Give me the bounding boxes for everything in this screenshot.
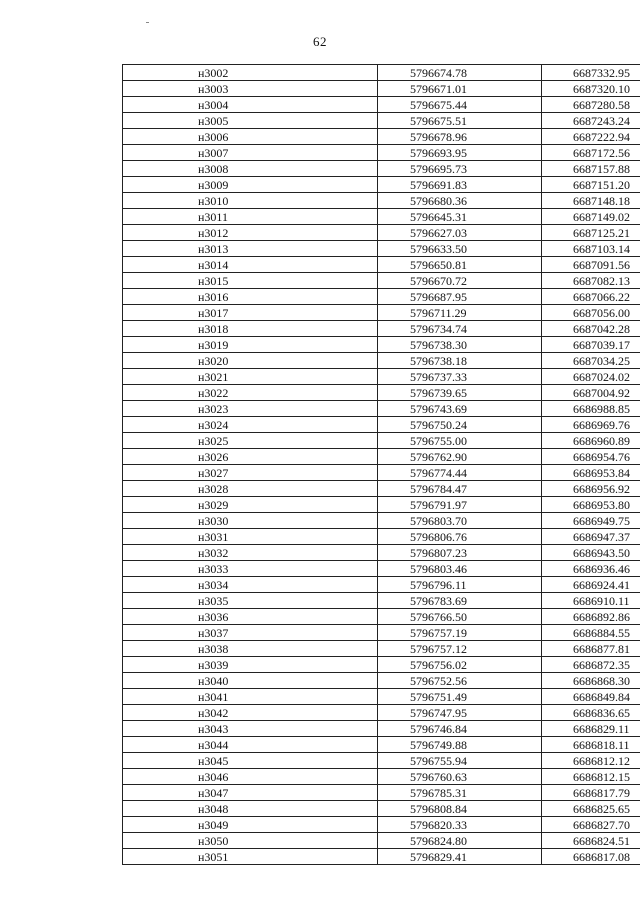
table-row: [123, 529, 640, 545]
y-coordinate-cell: 6686956.92: [542, 481, 640, 497]
x-coordinate-cell: 5796755.00: [378, 433, 542, 449]
x-coordinate-cell: 5796739.65: [378, 385, 542, 401]
x-coordinate-cell: 5796711.29: [378, 305, 542, 321]
point-name-cell: н3044: [123, 737, 378, 753]
x-coordinate-cell: 5796680.36: [378, 193, 542, 209]
y-coordinate-cell: 6687082.13: [542, 273, 640, 289]
x-coordinate-cell: 5796766.50: [378, 609, 542, 625]
x-coordinate-cell: 5796751.49: [378, 689, 542, 705]
point-name-cell: н3024: [123, 417, 378, 433]
table-row: [123, 689, 640, 705]
y-coordinate-cell: 6687024.02: [542, 369, 640, 385]
y-coordinate-cell: 6687034.25: [542, 353, 640, 369]
point-name-cell: н3015: [123, 273, 378, 289]
point-name-cell: н3048: [123, 801, 378, 817]
table-row: [123, 481, 640, 497]
table-row: [123, 289, 640, 305]
y-coordinate-cell: 6686849.84: [542, 689, 640, 705]
point-name-cell: н3013: [123, 241, 378, 257]
table-row: [123, 305, 640, 321]
x-coordinate-cell: 5796738.30: [378, 337, 542, 353]
y-coordinate-cell: 6686954.76: [542, 449, 640, 465]
y-coordinate-cell: 6687243.24: [542, 113, 640, 129]
y-coordinate-cell: 6686969.76: [542, 417, 640, 433]
x-coordinate-cell: 5796687.95: [378, 289, 542, 305]
point-name-cell: н3029: [123, 497, 378, 513]
point-name-cell: н3040: [123, 673, 378, 689]
y-coordinate-cell: 6686817.08: [542, 849, 640, 865]
x-coordinate-cell: 5796691.83: [378, 177, 542, 193]
table-row: [123, 465, 640, 481]
point-name-cell: н3022: [123, 385, 378, 401]
y-coordinate-cell: 6686947.37: [542, 529, 640, 545]
x-coordinate-cell: 5796671.01: [378, 81, 542, 97]
x-coordinate-cell: 5796807.23: [378, 545, 542, 561]
table-row: [123, 401, 640, 417]
x-coordinate-cell: 5796674.78: [378, 65, 542, 81]
table-row: [123, 785, 640, 801]
point-name-cell: н3002: [123, 65, 378, 81]
y-coordinate-cell: 6686824.51: [542, 833, 640, 849]
table-row: [123, 753, 640, 769]
point-name-cell: н3033: [123, 561, 378, 577]
x-coordinate-cell: 5796743.69: [378, 401, 542, 417]
table-row: [123, 369, 640, 385]
table-row: [123, 65, 640, 81]
x-coordinate-cell: 5796746.84: [378, 721, 542, 737]
table-row: [123, 561, 640, 577]
y-coordinate-cell: 6686953.80: [542, 497, 640, 513]
table-row: [123, 593, 640, 609]
x-coordinate-cell: 5796737.33: [378, 369, 542, 385]
x-coordinate-cell: 5796820.33: [378, 817, 542, 833]
point-name-cell: н3006: [123, 129, 378, 145]
y-coordinate-cell: 6686936.46: [542, 561, 640, 577]
table-row: [123, 113, 640, 129]
x-coordinate-cell: 5796757.12: [378, 641, 542, 657]
x-coordinate-cell: 5796752.56: [378, 673, 542, 689]
x-coordinate-cell: 5796829.41: [378, 849, 542, 865]
x-coordinate-cell: 5796808.84: [378, 801, 542, 817]
y-coordinate-cell: 6686877.81: [542, 641, 640, 657]
point-name-cell: н3009: [123, 177, 378, 193]
table-row: [123, 209, 640, 225]
table-row: [123, 801, 640, 817]
y-coordinate-cell: 6687149.02: [542, 209, 640, 225]
y-coordinate-cell: 6686812.15: [542, 769, 640, 785]
point-name-cell: н3021: [123, 369, 378, 385]
table-row: [123, 145, 640, 161]
y-coordinate-cell: 6687148.18: [542, 193, 640, 209]
x-coordinate-cell: 5796693.95: [378, 145, 542, 161]
table-row: [123, 545, 640, 561]
y-coordinate-cell: 6687039.17: [542, 337, 640, 353]
coordinates-table-body: [123, 65, 640, 865]
y-coordinate-cell: 6687151.20: [542, 177, 640, 193]
x-coordinate-cell: 5796675.44: [378, 97, 542, 113]
x-coordinate-cell: 5796755.94: [378, 753, 542, 769]
page-number: 62: [313, 34, 327, 49]
point-name-cell: н3041: [123, 689, 378, 705]
table-row: [123, 273, 640, 289]
point-name-cell: н3031: [123, 529, 378, 545]
x-coordinate-cell: 5796678.96: [378, 129, 542, 145]
x-coordinate-cell: 5796783.69: [378, 593, 542, 609]
y-coordinate-cell: 6686818.11: [542, 737, 640, 753]
table-row: [123, 385, 640, 401]
table-row: [123, 321, 640, 337]
x-coordinate-cell: 5796738.18: [378, 353, 542, 369]
y-coordinate-cell: 6687320.10: [542, 81, 640, 97]
y-coordinate-cell: 6686827.70: [542, 817, 640, 833]
point-name-cell: н3016: [123, 289, 378, 305]
point-name-cell: н3026: [123, 449, 378, 465]
y-coordinate-cell: 6686825.65: [542, 801, 640, 817]
table-row: [123, 721, 640, 737]
x-coordinate-cell: 5796796.11: [378, 577, 542, 593]
table-row: [123, 257, 640, 273]
y-coordinate-cell: 6686949.75: [542, 513, 640, 529]
x-coordinate-cell: 5796734.74: [378, 321, 542, 337]
point-name-cell: н3005: [123, 113, 378, 129]
x-coordinate-cell: 5796784.47: [378, 481, 542, 497]
y-coordinate-cell: 6687157.88: [542, 161, 640, 177]
x-coordinate-cell: 5796675.51: [378, 113, 542, 129]
point-name-cell: н3046: [123, 769, 378, 785]
table-row: [123, 497, 640, 513]
point-name-cell: н3014: [123, 257, 378, 273]
table-row: [123, 449, 640, 465]
point-name-cell: н3018: [123, 321, 378, 337]
table-row: [123, 97, 640, 113]
x-coordinate-cell: 5796650.81: [378, 257, 542, 273]
point-name-cell: н3011: [123, 209, 378, 225]
y-coordinate-cell: 6686910.11: [542, 593, 640, 609]
point-name-cell: н3043: [123, 721, 378, 737]
table-row: [123, 353, 640, 369]
point-name-cell: н3028: [123, 481, 378, 497]
point-name-cell: н3038: [123, 641, 378, 657]
y-coordinate-cell: 6687332.95: [542, 65, 640, 81]
point-name-cell: н3051: [123, 849, 378, 865]
y-coordinate-cell: 6687125.21: [542, 225, 640, 241]
table-row: [123, 417, 640, 433]
y-coordinate-cell: 6687066.22: [542, 289, 640, 305]
y-coordinate-cell: 6687091.56: [542, 257, 640, 273]
point-name-cell: н3027: [123, 465, 378, 481]
scan-artifact-mark: [146, 22, 149, 23]
x-coordinate-cell: 5796627.03: [378, 225, 542, 241]
x-coordinate-cell: 5796756.02: [378, 657, 542, 673]
table-row: [123, 769, 640, 785]
x-coordinate-cell: 5796762.90: [378, 449, 542, 465]
table-row: [123, 193, 640, 209]
table-row: [123, 609, 640, 625]
point-name-cell: н3008: [123, 161, 378, 177]
y-coordinate-cell: 6687222.94: [542, 129, 640, 145]
x-coordinate-cell: 5796785.31: [378, 785, 542, 801]
point-name-cell: н3020: [123, 353, 378, 369]
point-name-cell: н3045: [123, 753, 378, 769]
y-coordinate-cell: 6687042.28: [542, 321, 640, 337]
y-coordinate-cell: 6686892.86: [542, 609, 640, 625]
x-coordinate-cell: 5796806.76: [378, 529, 542, 545]
y-coordinate-cell: 6686872.35: [542, 657, 640, 673]
point-name-cell: н3049: [123, 817, 378, 833]
point-name-cell: н3010: [123, 193, 378, 209]
x-coordinate-cell: 5796774.44: [378, 465, 542, 481]
coordinates-table: [122, 64, 640, 865]
table-row: [123, 657, 640, 673]
table-row: [123, 737, 640, 753]
point-name-cell: н3025: [123, 433, 378, 449]
y-coordinate-cell: 6686884.55: [542, 625, 640, 641]
x-coordinate-cell: 5796824.80: [378, 833, 542, 849]
x-coordinate-cell: 5796803.70: [378, 513, 542, 529]
point-name-cell: н3047: [123, 785, 378, 801]
y-coordinate-cell: 6686960.89: [542, 433, 640, 449]
table-row: [123, 577, 640, 593]
x-coordinate-cell: 5796670.72: [378, 273, 542, 289]
x-coordinate-cell: 5796750.24: [378, 417, 542, 433]
y-coordinate-cell: 6686812.12: [542, 753, 640, 769]
x-coordinate-cell: 5796757.19: [378, 625, 542, 641]
point-name-cell: н3050: [123, 833, 378, 849]
y-coordinate-cell: 6687056.00: [542, 305, 640, 321]
point-name-cell: н3034: [123, 577, 378, 593]
table-row: [123, 225, 640, 241]
y-coordinate-cell: 6687004.92: [542, 385, 640, 401]
table-row: [123, 241, 640, 257]
table-row: [123, 849, 640, 865]
x-coordinate-cell: 5796695.73: [378, 161, 542, 177]
table-row: [123, 337, 640, 353]
table-row: [123, 833, 640, 849]
y-coordinate-cell: 6686836.65: [542, 705, 640, 721]
table-row: [123, 641, 640, 657]
point-name-cell: н3036: [123, 609, 378, 625]
y-coordinate-cell: 6686868.30: [542, 673, 640, 689]
point-name-cell: н3019: [123, 337, 378, 353]
x-coordinate-cell: 5796633.50: [378, 241, 542, 257]
y-coordinate-cell: 6687172.56: [542, 145, 640, 161]
x-coordinate-cell: 5796645.31: [378, 209, 542, 225]
point-name-cell: н3042: [123, 705, 378, 721]
point-name-cell: н3032: [123, 545, 378, 561]
table-row: [123, 161, 640, 177]
table-row: [123, 705, 640, 721]
point-name-cell: н3003: [123, 81, 378, 97]
point-name-cell: н3023: [123, 401, 378, 417]
x-coordinate-cell: 5796749.88: [378, 737, 542, 753]
x-coordinate-cell: 5796760.63: [378, 769, 542, 785]
point-name-cell: н3030: [123, 513, 378, 529]
point-name-cell: н3017: [123, 305, 378, 321]
table-row: [123, 433, 640, 449]
table-row: [123, 673, 640, 689]
table-row: [123, 129, 640, 145]
point-name-cell: н3039: [123, 657, 378, 673]
x-coordinate-cell: 5796803.46: [378, 561, 542, 577]
point-name-cell: н3012: [123, 225, 378, 241]
point-name-cell: н3007: [123, 145, 378, 161]
y-coordinate-cell: 6687280.58: [542, 97, 640, 113]
table-row: [123, 625, 640, 641]
y-coordinate-cell: 6686943.50: [542, 545, 640, 561]
point-name-cell: н3035: [123, 593, 378, 609]
table-row: [123, 81, 640, 97]
point-name-cell: н3004: [123, 97, 378, 113]
x-coordinate-cell: 5796791.97: [378, 497, 542, 513]
y-coordinate-cell: 6686817.79: [542, 785, 640, 801]
y-coordinate-cell: 6686988.85: [542, 401, 640, 417]
y-coordinate-cell: 6687103.14: [542, 241, 640, 257]
x-coordinate-cell: 5796747.95: [378, 705, 542, 721]
point-name-cell: н3037: [123, 625, 378, 641]
table-row: [123, 817, 640, 833]
y-coordinate-cell: 6686829.11: [542, 721, 640, 737]
y-coordinate-cell: 6686953.84: [542, 465, 640, 481]
y-coordinate-cell: 6686924.41: [542, 577, 640, 593]
table-row: [123, 177, 640, 193]
table-row: [123, 513, 640, 529]
